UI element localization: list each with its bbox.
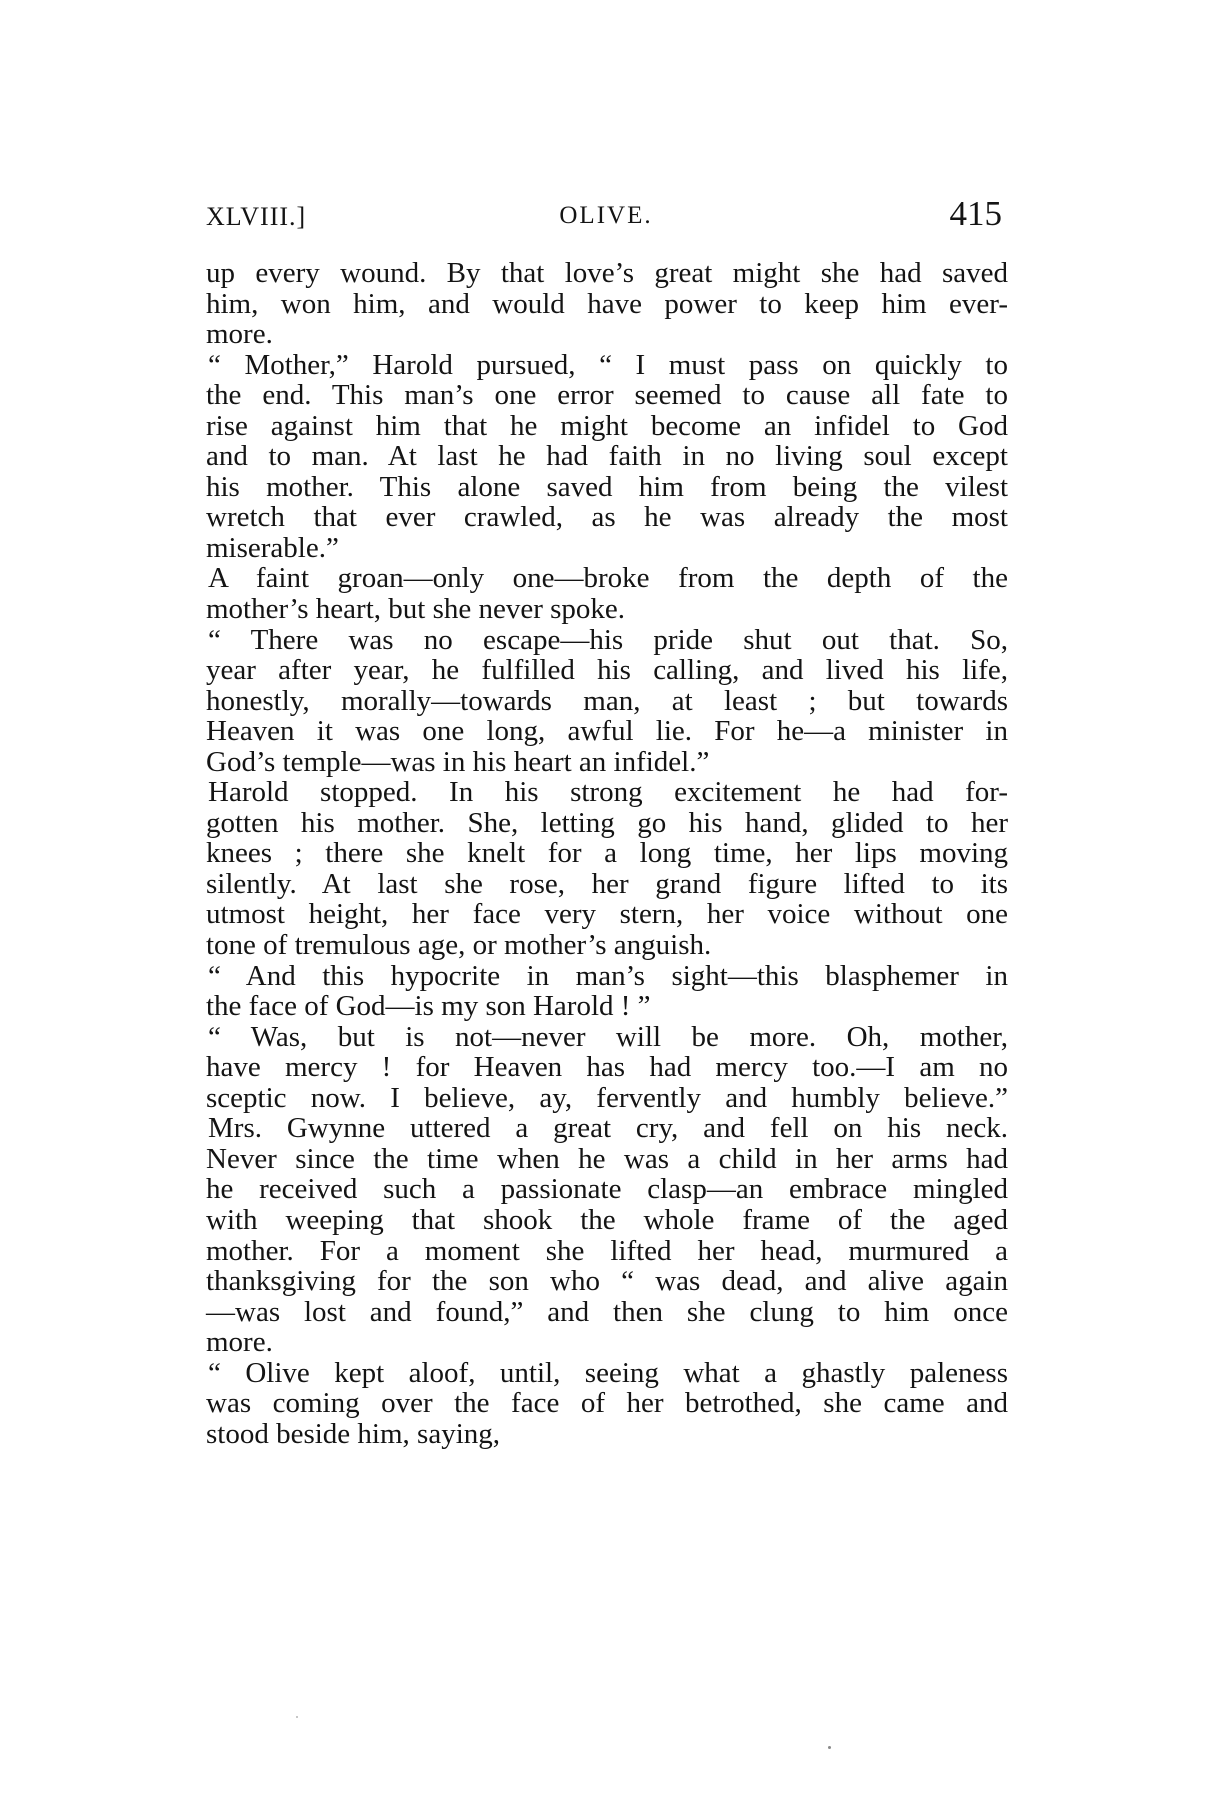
running-title: OLIVE. — [559, 202, 653, 229]
text-line: “ And this hypocrite in man’s sight—this blasphemer in — [208, 959, 1008, 992]
text-line: was coming over the face of her betrothed, she came and — [206, 1387, 1008, 1420]
text-line: honestly, morally—towards man, at least ; but towards — [206, 684, 1008, 717]
text-line: wretch that ever crawled, as he was already the most — [206, 501, 1008, 534]
text-line: mother’s heart, but she never spoke. — [206, 593, 626, 626]
text-line: utmost height, her face very stern, her voice without one — [206, 898, 1008, 931]
text-line: “ Was, but is not—never will be more. Oh, mother, — [208, 1020, 1008, 1053]
text-line: Never since the time when he was a child in her arms had — [206, 1142, 1008, 1175]
text-line: knees ; there she knelt for a long time, her lips moving — [206, 837, 1008, 870]
text-line: the face of God—is my son Harold ! ” — [206, 990, 651, 1023]
text-line: the end. This man’s one error seemed to cause all fate to — [206, 379, 1008, 412]
text-line: “ Olive kept aloof, until, seeing what a ghastly paleness — [208, 1356, 1008, 1389]
paper-speck — [296, 1716, 298, 1718]
text-line: God’s temple—was in his heart an infidel.” — [206, 745, 710, 778]
text-line: A faint groan—only one—broke from the depth of the — [208, 562, 1008, 595]
body-text — [206, 258, 1008, 1449]
text-line: he received such a passionate clasp—an embrace mingled — [206, 1173, 1008, 1206]
text-line: him, won him, and would have power to keep him ever- — [206, 287, 1008, 320]
text-line: have mercy ! for Heaven has had mercy too.—I am no — [206, 1051, 1008, 1084]
chapter-marker: XLVIII.] — [206, 202, 307, 231]
text-line: tone of tremulous age, or mother’s anguish. — [206, 929, 712, 962]
text-line: Mrs. Gwynne uttered a great cry, and fell on his neck. — [208, 1112, 1008, 1145]
page-number: 415 — [949, 194, 1002, 233]
text-line: with weeping that shook the whole frame of the aged — [206, 1203, 1008, 1236]
text-line: year after year, he fulfilled his calling, and lived his life, — [206, 654, 1008, 687]
text-line: stood beside him, saying, — [206, 1417, 501, 1450]
text-line: more. — [206, 318, 273, 351]
text-line: up every wound. By that love’s great might she had saved — [206, 257, 1008, 289]
text-line: thanksgiving for the son who “ was dead, and alive again — [206, 1265, 1008, 1298]
text-line: Heaven it was one long, awful lie. For he—a minister in — [206, 715, 1008, 748]
text-line: miserable.” — [206, 531, 339, 564]
paper-speck — [828, 1746, 831, 1749]
text-line: silently. At last she rose, her grand figure lifted to its — [206, 867, 1008, 900]
text-line: Harold stopped. In his strong excitement he had for- — [208, 776, 1008, 809]
text-line: “ Mother,” Harold pursued, “ I must pass on quickly to — [208, 348, 1008, 381]
text-line: and to man. At last he had faith in no living soul except — [206, 440, 1008, 473]
running-head — [206, 194, 1006, 242]
text-line: more. — [206, 1326, 273, 1359]
text-line: sceptic now. I believe, ay, fervently and humbly believe.” — [206, 1081, 1008, 1114]
text-line: his mother. This alone saved him from being the vilest — [206, 470, 1008, 503]
text-line: “ There was no escape—his pride shut out that. So, — [208, 623, 1008, 656]
text-line: rise against him that he might become an infidel to God — [206, 409, 1008, 442]
text-line: mother. For a moment she lifted her head, murmured a — [206, 1234, 1008, 1267]
text-line: gotten his mother. She, letting go his hand, glided to her — [206, 806, 1008, 839]
text-line: —was lost and found,” and then she clung to him once — [206, 1295, 1008, 1328]
